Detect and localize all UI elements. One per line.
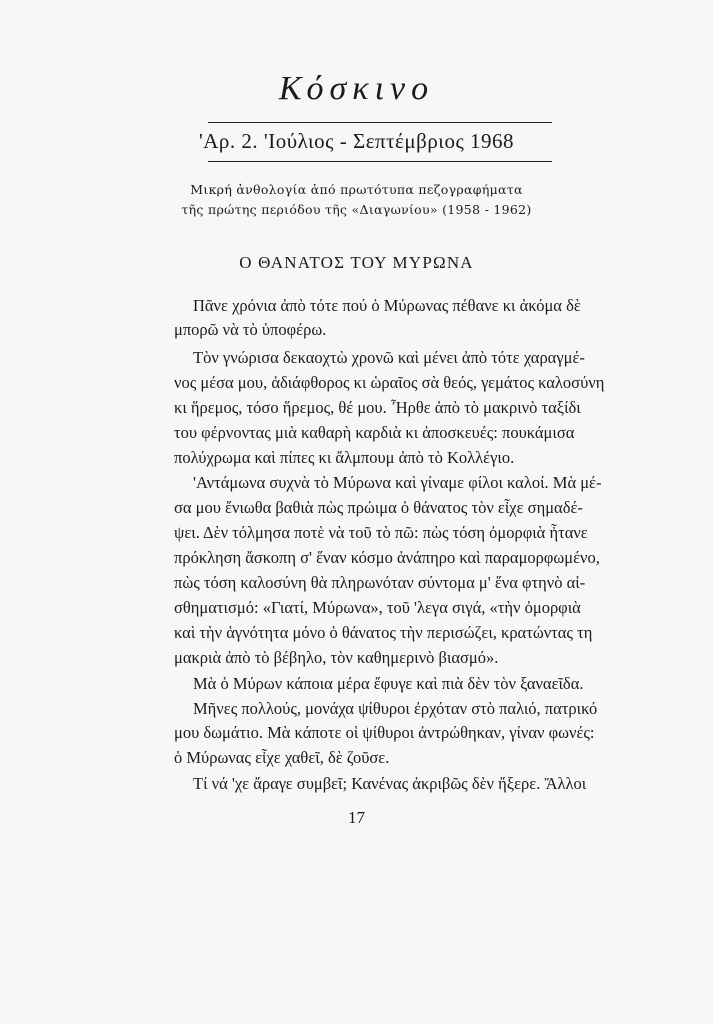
anthology-subtitle-line-1: Μικρή ἀνθολογία ἀπό πρωτότυπα πεζογραφήματα — [190, 182, 523, 197]
text-line: νος μέσα μου, ἀδιάφθορος κι ὡραῖος σὰ θεός, γεμάτος καλοσύνη — [174, 373, 605, 392]
text-line: κι ἥρεμος, τόσο ἥρεμος, θέ μου. Ἦρθε ἀπὸ τὸ μακρινὸ ταξίδι — [174, 398, 581, 417]
text-line: μπορῶ νὰ τὸ ὑποφέρω. — [174, 320, 327, 339]
journal-title: Κόσκινο — [278, 70, 435, 107]
text-line: Πᾶνε χρόνια ἀπὸ τότε πού ὁ Μύρωνας πέθανε κι ἀκόμα δὲ — [193, 296, 581, 315]
text-line: σθηματισμό: «Γιατί, Μύρωνα», τοῦ 'λεγα σιγά, «τὴν ὀμορφιὰ — [174, 598, 581, 617]
text-line: μου δωμάτιο. Μὰ κάποτε οἱ ψίθυροι ἀντρώθηκαν, γίναν φωνές: — [174, 723, 595, 742]
text-line: ὁ Μύρωνας εἶχε χαθεῖ, δὲ ζοῦσε. — [174, 748, 390, 767]
text-line: Τὸν γνώρισα δεκαοχτὼ χρονῶ καὶ μένει ἀπὸ τότε χαραγμέ- — [193, 348, 585, 367]
header-bottom-rule — [208, 161, 552, 162]
anthology-subtitle-line-2: τῆς πρώτης περιόδου τῆς «Διαγωνίου» (1958 - 1962) — [181, 202, 532, 217]
text-line: ψει. Δὲν τόλμησα ποτὲ νὰ τοῦ τὸ πῶ: πὼς τόση ὀμορφιὰ ἦτανε — [174, 523, 588, 542]
text-line: μακριὰ ἀπὸ τὸ βέβηλο, τὸν καθημερινὸ βιασμό». — [174, 648, 499, 667]
text-line: Τί νά 'χε ἄραγε συμβεῖ; Κανένας ἀκριβῶς δὲν ἤξερε. Ἄλλοι — [193, 774, 587, 793]
text-line: καὶ τὴν ἁγνότητα μόνο ὁ θάνατος τὴν περισώζει, κρατώντας τη — [174, 623, 593, 642]
page-number: 17 — [348, 808, 365, 827]
text-line: Μὰ ὁ Μύρων κάποια μέρα ἔφυγε καὶ πιὰ δὲν τὸν ξαναεῖδα. — [193, 674, 584, 693]
text-line: του φέρνοντας μιὰ καθαρὴ καρδιὰ κι ἀποσκευές: πουκάμισα — [174, 423, 575, 442]
text-line: Μῆνες πολλούς, μονάχα ψίθυροι ἐρχόταν στὸ παλιό, πατρικό — [193, 699, 598, 718]
header-top-rule — [208, 122, 552, 123]
story-title: Ο ΘΑΝΑΤΟΣ ΤΟΥ ΜΥΡΩΝΑ — [239, 253, 474, 272]
text-line: πολύχρωμα καὶ πίπες κι ἄλμπουμ ἀπὸ τὸ Κολλέγιο. — [174, 448, 515, 467]
text-line: πρόκληση ἄσκοπη σ' ἕναν κόσμο ἀνάπηρο καὶ παραμορφωμένο, — [174, 548, 600, 567]
text-line: σα μου ἔνιωθα βαθιὰ πὼς πρώιμα ὁ θάνατος τὸν εἶχε σημαδέ- — [174, 498, 583, 517]
text-line: πὼς τόση καλοσύνη θὰ πληρωνόταν σύντομα μ' ἕνα φτηνὸ αἰ- — [174, 573, 586, 592]
text-line: 'Αντάμωνα συχνὰ τὸ Μύρωνα καὶ γίναμε φίλοι καλοί. Μὰ μέ- — [193, 473, 602, 492]
issue-line: 'Αρ. 2. 'Ιούλιος - Σεπτέμβριος 1968 — [198, 129, 515, 153]
